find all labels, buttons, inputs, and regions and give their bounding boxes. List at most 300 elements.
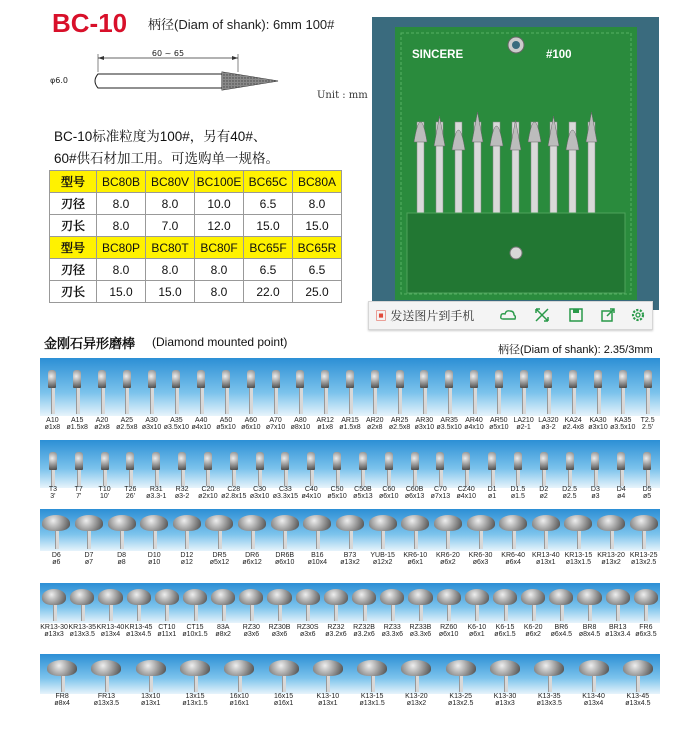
tool-code: KR13-35 — [68, 624, 97, 631]
tool-shank — [588, 605, 592, 621]
tool-image — [267, 589, 291, 605]
tool-size: ø3.2x6 — [325, 631, 347, 638]
tool-image — [371, 370, 379, 388]
tool-code: K13-35 — [537, 693, 561, 700]
tool-size: ø12x2 — [372, 559, 393, 566]
tool-shank — [251, 531, 255, 549]
tool-shank — [373, 388, 377, 414]
tool-code: T10 — [98, 486, 111, 493]
tool-code: KR13-25 — [629, 552, 658, 559]
save-icon[interactable] — [567, 306, 585, 324]
tool-label — [603, 624, 633, 638]
tool-shank — [175, 388, 179, 414]
tool-size: ø13x4.5 — [125, 631, 152, 638]
tool-shank — [542, 470, 546, 486]
gear-icon[interactable] — [629, 306, 647, 324]
tool-code: FR6 — [639, 624, 653, 631]
tool-size: 2.5' — [642, 424, 654, 431]
section-title-zh: 金刚石异形磨棒 — [44, 336, 136, 351]
tool-shank — [334, 605, 338, 621]
tool-image — [606, 589, 630, 605]
tool-code: A30 — [145, 417, 158, 424]
tool-image — [204, 452, 212, 470]
tool-code: A25 — [120, 417, 134, 424]
tool-image — [520, 370, 528, 388]
tool-shank — [548, 676, 552, 692]
tool-label — [575, 624, 605, 638]
tool-code: AR35 — [440, 417, 458, 424]
tool-code: RZ32B — [353, 624, 375, 631]
tool-size: ø3-2 — [541, 424, 556, 431]
tool-size: ø6x1 — [469, 631, 485, 638]
tool-shank — [306, 605, 310, 621]
tool-shank — [644, 605, 648, 621]
tool-shank — [387, 470, 391, 486]
tool-shank — [547, 388, 551, 414]
tool-image — [324, 589, 348, 605]
tool-code: KR6-10 — [403, 552, 428, 559]
table-cell: 8.0 — [97, 215, 146, 237]
tool-image — [49, 452, 57, 470]
tool-shank — [363, 605, 367, 621]
tool-size: ø6x13 — [404, 493, 425, 500]
tool-shank — [646, 388, 650, 414]
tool-code: C70 — [433, 486, 447, 493]
tool-size: 26' — [125, 493, 135, 500]
expand-icon[interactable] — [533, 306, 551, 324]
tool-size: ø6x1.5 — [494, 631, 516, 638]
dim-length-label: 60 ~ 65 — [151, 50, 185, 58]
tool-size: ø13x2.5 — [631, 559, 657, 566]
tool-shank — [61, 676, 65, 692]
table-cell: 刃径 — [50, 259, 97, 281]
tool-shank — [137, 605, 141, 621]
table-cell: 15.0 — [146, 281, 195, 303]
tool-image — [544, 370, 552, 388]
tool-image — [75, 515, 103, 531]
tool-code: C20 — [201, 486, 215, 493]
tool-image — [434, 515, 462, 531]
tool-code: A50 — [219, 417, 233, 424]
tool-image — [126, 452, 134, 470]
tool-shank — [459, 676, 463, 692]
tool-label — [172, 552, 202, 566]
tool-size: ø13x1.5 — [182, 700, 208, 707]
tool-code: KR6-40 — [501, 552, 526, 559]
tool-image — [123, 370, 131, 388]
tool-shank — [361, 470, 365, 486]
tool-code: KA35 — [614, 417, 632, 424]
tool-code: C28 — [227, 486, 241, 493]
tool-code: K6-20 — [523, 624, 543, 631]
tool-shank — [465, 470, 469, 486]
tool-image — [222, 370, 230, 388]
tool-code: CT15 — [186, 624, 204, 631]
tool-shank — [646, 470, 650, 486]
tool-image — [420, 370, 428, 388]
tool-shank — [447, 605, 451, 621]
tool-shank — [349, 388, 353, 414]
tool-label — [91, 693, 121, 707]
tool-code: K6-15 — [495, 624, 515, 631]
tool-shank — [194, 605, 198, 621]
table-cell: 型号 — [50, 171, 97, 193]
tool-size: ø8 — [117, 559, 126, 566]
tool-shank — [120, 531, 124, 549]
table-cell: 6.5 — [244, 193, 293, 215]
table-cell: 25.0 — [293, 281, 342, 303]
tool-image — [470, 370, 478, 388]
tool-size: ø10x4 — [307, 559, 328, 566]
tool-shank — [87, 531, 91, 549]
table-cell: 6.5 — [244, 259, 293, 281]
tool-image — [256, 452, 264, 470]
tool-image — [173, 515, 201, 531]
tool-size: ø2x8 — [367, 424, 383, 431]
tool-shank — [282, 676, 286, 692]
tool-size: ø13x3.5 — [536, 700, 562, 707]
tool-code: T2.5 — [640, 417, 655, 424]
tool-code: D8 — [117, 552, 127, 559]
table-cell: BC65F — [244, 237, 293, 259]
tool-label — [139, 552, 169, 566]
tool-size: ø16x1 — [273, 700, 294, 707]
tool-size: ø6x10 — [438, 631, 459, 638]
tool-label — [405, 624, 435, 638]
tool-size: ø16x1 — [229, 700, 250, 707]
tool-code: D1 — [487, 486, 497, 493]
tool-shank — [232, 470, 236, 486]
share-icon[interactable] — [599, 306, 617, 324]
tool-image — [42, 515, 70, 531]
tool-image — [152, 452, 160, 470]
tool-shank — [185, 531, 189, 549]
tool-label — [400, 552, 430, 566]
tool-code: T26 — [124, 486, 137, 493]
tool-size: ø2.5x8 — [116, 424, 138, 431]
tool-size: ø4 — [617, 493, 626, 500]
tool-shank — [165, 605, 169, 621]
tool-size: ø13x3 — [44, 631, 64, 638]
tool-code: D7 — [84, 552, 94, 559]
tool-image — [521, 589, 545, 605]
tool-code: DR6 — [245, 552, 260, 559]
tool-image — [238, 515, 266, 531]
tool-code: CZ40 — [457, 486, 475, 493]
tool-code: D3 — [590, 486, 600, 493]
tool-image — [467, 515, 495, 531]
tool-size: ø13x2.5 — [448, 700, 474, 707]
tool-size: ø6x10 — [275, 559, 295, 566]
tool-label — [208, 624, 238, 638]
tool-code: RZ30B — [268, 624, 291, 631]
grade-label: #100 — [546, 49, 572, 61]
tool-size: ø8x10 — [290, 424, 311, 431]
tool-code: KR13-40 — [531, 552, 560, 559]
tool-size: ø2.4x8 — [562, 424, 584, 431]
tool-shank — [103, 470, 107, 486]
tool-code: K6-10 — [467, 624, 487, 631]
tool-image — [136, 660, 166, 676]
tool-code: FR8 — [55, 693, 69, 700]
tool-size: ø3x10 — [249, 493, 270, 500]
tool-code: KA30 — [589, 417, 607, 424]
tool-size: ø13x3.5 — [69, 631, 95, 638]
tool-code: KR13-20 — [597, 552, 625, 559]
tool-size: ø6x2 — [525, 631, 541, 638]
tool-label — [313, 693, 343, 707]
tool-size: ø3.5x10 — [436, 424, 462, 431]
tool-shank — [473, 388, 477, 414]
tool-shank — [592, 676, 596, 692]
tool-image — [352, 589, 376, 605]
tool-image — [183, 589, 207, 605]
tool-shank — [419, 605, 423, 621]
tool-code: D12 — [180, 552, 194, 559]
tool-image — [408, 589, 432, 605]
catalog-band — [40, 654, 660, 694]
green-pouch — [395, 27, 637, 300]
tool-image — [48, 370, 56, 388]
table-cell: 15.0 — [244, 215, 293, 237]
tool-code: C50B — [354, 486, 372, 493]
tool-label — [446, 693, 476, 707]
tool-size: ø8x2 — [215, 631, 231, 638]
tool-image — [281, 452, 289, 470]
tool-image — [493, 589, 517, 605]
table-cell: BC80V — [146, 171, 195, 193]
tool-label — [136, 693, 166, 707]
tool-code: AR12 — [316, 417, 334, 424]
tool-size: ø2.5 — [562, 493, 577, 500]
tool-image — [346, 370, 354, 388]
tool-size: ø3.5x10 — [610, 424, 636, 431]
tool-label — [236, 624, 266, 638]
tool-label — [401, 693, 431, 707]
tool-label — [39, 624, 69, 638]
tool-size: ø6x3 — [472, 559, 489, 566]
tool-image — [178, 452, 186, 470]
tool-size: ø6x2 — [440, 559, 456, 566]
tool-size: ø1x8 — [44, 424, 61, 431]
tool-shank — [439, 470, 443, 486]
table-cell: BC100E — [195, 171, 244, 193]
tool-code: DR5 — [212, 552, 227, 559]
tool-image — [597, 515, 625, 531]
tool-code: CT10 — [158, 624, 176, 631]
dim-diam-label: φ6.0 — [50, 76, 68, 85]
tool-size: ø3.5x10 — [163, 424, 190, 431]
tool-image — [385, 452, 393, 470]
tool-size: ø13x4.5 — [625, 700, 651, 707]
tool-image — [566, 452, 574, 470]
tool-shank — [274, 388, 278, 414]
tool-shank — [258, 470, 262, 486]
send-to-phone-button[interactable] — [375, 307, 474, 324]
tool-code: RZ33 — [383, 624, 401, 631]
tool-size: ø5x10 — [489, 424, 509, 431]
tool-shank — [125, 388, 129, 414]
tool-code: K13-10 — [316, 693, 340, 700]
tool-size: ø13x1.5 — [359, 700, 385, 707]
table-cell: 15.0 — [97, 281, 146, 303]
tool-image — [569, 370, 577, 388]
tool-shank — [149, 676, 153, 692]
tool-image — [333, 452, 341, 470]
tool-label — [546, 624, 576, 638]
tool-code: K13-45 — [626, 693, 650, 700]
tool-shank — [53, 605, 57, 621]
tool-size: ø2-1 — [516, 424, 531, 431]
tool-code: A40 — [194, 417, 208, 424]
tool-code: T7 — [74, 486, 83, 493]
tool-size: ø3x6 — [243, 631, 260, 638]
table-cell: 7.0 — [146, 215, 195, 237]
tool-label — [579, 693, 609, 707]
tool-code: R32 — [175, 486, 189, 493]
tool-size: ø5x12 — [209, 559, 230, 566]
tool-shank — [371, 676, 375, 692]
tool-image — [155, 589, 179, 605]
tool-shank — [413, 470, 417, 486]
tool-image — [357, 660, 387, 676]
tool-image — [303, 515, 331, 531]
table-cell: 刃长 — [50, 281, 97, 303]
tool-size: ø6x10 — [379, 493, 399, 500]
tool-image — [98, 370, 106, 388]
tool-code: BR8 — [582, 624, 597, 631]
tool-code: A80 — [294, 417, 307, 424]
table-cell: 22.0 — [244, 281, 293, 303]
tool-size: ø1x8 — [317, 424, 333, 431]
tool-image — [445, 370, 453, 388]
tool-shank — [222, 605, 226, 621]
tool-shank — [51, 388, 55, 414]
tool-image — [465, 589, 489, 605]
tool-code: KA24 — [564, 417, 582, 424]
tool-label — [67, 624, 97, 638]
table-cell: 6.5 — [293, 259, 342, 281]
tool-code: K13-30 — [493, 693, 517, 700]
unit-label: Unit : mm — [317, 90, 368, 101]
tool-shank — [560, 605, 564, 621]
tool-size: ø5x10 — [327, 493, 347, 500]
tool-code: K13-15 — [360, 693, 384, 700]
tool-label — [531, 552, 561, 566]
tool-code: YUB-15 — [370, 552, 395, 559]
tool-size: ø13x3 — [495, 700, 515, 707]
tool-shank — [316, 531, 320, 549]
tool-shank — [572, 388, 576, 414]
tool-image — [180, 660, 210, 676]
tool-shank — [568, 470, 572, 486]
tool-image — [630, 515, 658, 531]
tool-image — [634, 589, 658, 605]
tool-shank — [475, 605, 479, 621]
tool-shank — [51, 470, 55, 486]
tool-image — [617, 452, 625, 470]
tool-size: 7' — [76, 493, 82, 500]
tool-shank — [129, 470, 133, 486]
tool-label — [433, 552, 463, 566]
tool-image — [140, 515, 168, 531]
tool-shank — [55, 531, 59, 549]
tool-size: ø6x3.5 — [635, 631, 657, 638]
shank-note: 柄径(Diam of shank): 2.35/3mm — [498, 344, 653, 356]
tool-shank — [105, 676, 109, 692]
table-cell: 刃径 — [50, 193, 97, 215]
tool-image — [411, 452, 419, 470]
tool-code: AR40 — [465, 417, 483, 424]
tool-code: A15 — [70, 417, 84, 424]
tool-label — [466, 552, 496, 566]
tool-code: A35 — [170, 417, 183, 424]
tool-image — [247, 370, 255, 388]
tool-code: A10 — [46, 417, 59, 424]
tool-label — [632, 486, 662, 500]
brand-label: SINCERE — [412, 49, 464, 61]
tool-size: ø13x3.5 — [93, 700, 120, 707]
tool-shank — [81, 605, 85, 621]
table-cell: 8.0 — [195, 281, 244, 303]
tool-image — [446, 660, 476, 676]
tool-shank — [250, 605, 254, 621]
tool-label — [237, 552, 267, 566]
tool-image — [42, 589, 66, 605]
tool-label — [270, 552, 300, 566]
tool-shank — [155, 470, 159, 486]
tool-shank — [532, 605, 536, 621]
tool-label — [204, 552, 234, 566]
cloud-icon[interactable] — [499, 306, 517, 324]
tool-label — [368, 552, 398, 566]
tool-image — [211, 589, 235, 605]
tool-size: ø10x1.5 — [182, 631, 208, 638]
tool-code: KR13-30 — [40, 624, 68, 631]
tool-code: A20 — [95, 417, 109, 424]
tool-code: RZ30 — [242, 624, 260, 631]
tool-label — [629, 552, 659, 566]
tool-image — [313, 660, 343, 676]
table-cell: 8.0 — [97, 259, 146, 281]
tool-label — [224, 693, 254, 707]
tool-shank — [391, 605, 395, 621]
tool-image — [359, 452, 367, 470]
tool-shank — [76, 388, 80, 414]
tool-shank — [299, 388, 303, 414]
tool-label — [321, 624, 351, 638]
table-row — [50, 215, 342, 237]
tool-image — [380, 589, 404, 605]
tool-shank — [249, 388, 253, 414]
tool-size: 10' — [100, 493, 110, 500]
tool-size: ø1 — [487, 493, 497, 500]
tool-image — [564, 515, 592, 531]
tool-code: C33 — [278, 486, 292, 493]
tool-shank — [349, 531, 353, 549]
tool-image — [271, 515, 299, 531]
tool-shank — [616, 605, 620, 621]
tool-image — [197, 370, 205, 388]
spec-table-header-row — [50, 237, 342, 259]
tool-code: AR30 — [415, 417, 434, 424]
tool-shank — [577, 531, 581, 549]
tool-size: ø3x10 — [588, 424, 608, 431]
tool-image — [108, 515, 136, 531]
tool-size: ø13x2 — [601, 559, 621, 566]
tool-image — [307, 452, 315, 470]
tool-shank — [512, 531, 516, 549]
